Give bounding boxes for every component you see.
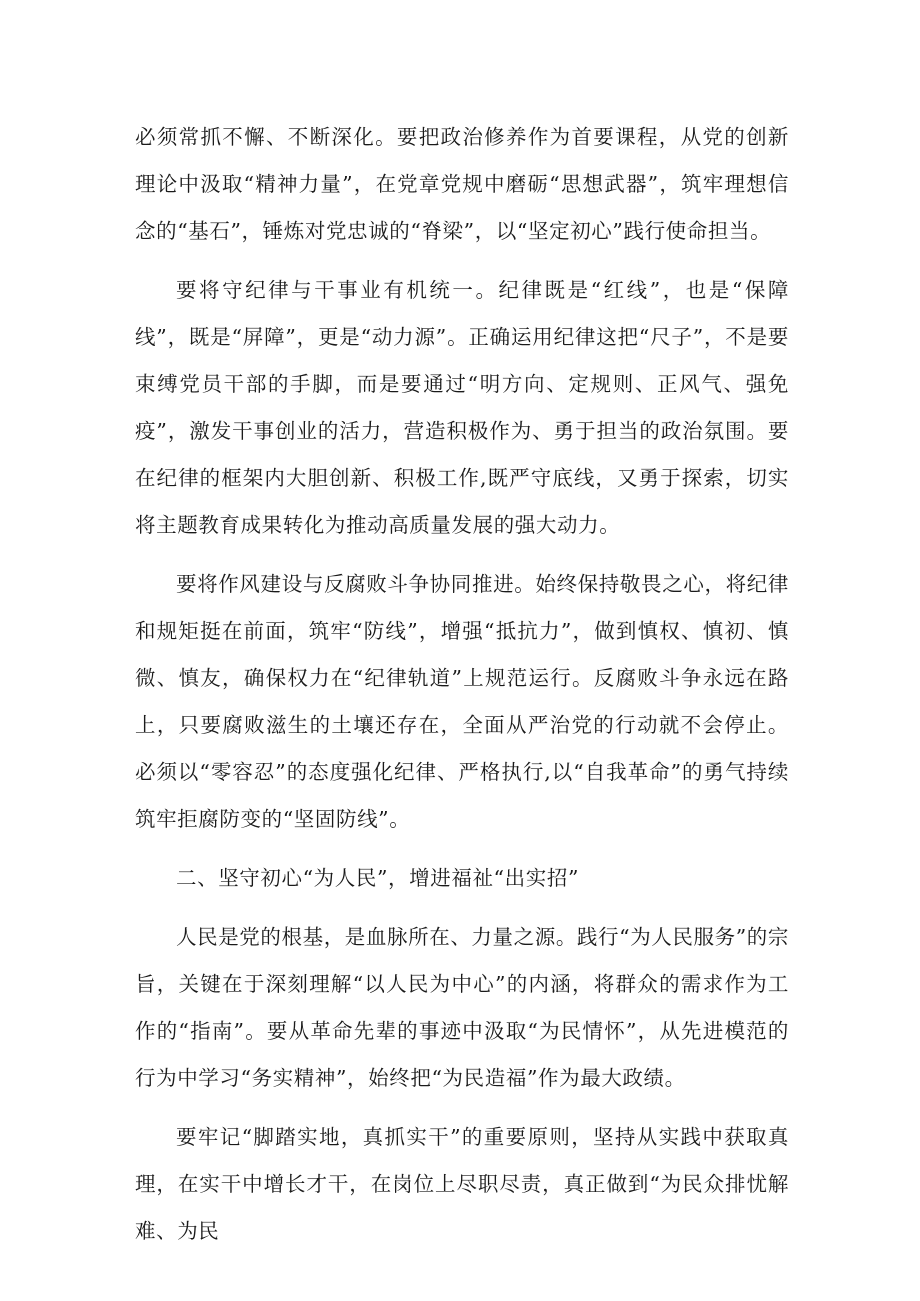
paragraph-practical-work: 要牢记“脚踏实地，真抓实干”的重要原则，坚持从实践中获取真理，在实干中增长才干，在岗位上尽职尽责，真正做到“为民众排忧解难、为民 <box>135 1125 789 1243</box>
paragraph-people-foundation: 人民是党的根基，是血脉所在、力量之源。践行“为人民服务”的宗旨，关键在于深刻理解“以人民为中心”的内涵，将群众的需求作为工作的“指南”。要从革命先辈的事迹中汲取“为民情怀”，从先进模范的行为中学习“务实精神”，始终把“为民造福”作为最大政绩。 <box>135 925 789 1090</box>
paragraph-anti-corruption: 要将作风建设与反腐败斗争协同推进。始终保持敬畏之心，将纪律和规矩挺在前面，筑牢“防线”，增强“抵抗力”，做到慎权、慎初、慎微、慎友，确保权力在“纪律轨道”上规范运行。反腐败斗争永远在路上，只要腐败滋生的土壤还存在，全面从严治党的行动就不会停止。必须以“零容忍”的态度强化纪律、严格执行,以“自我革命”的勇气持续筑牢拒腐防变的“坚固防线”。 <box>135 572 789 831</box>
section-heading: 二、坚守初心“为人民”，增进福祉“出实招” <box>176 866 580 890</box>
paragraph-discipline-and-work: 要将守纪律与干事业有机统一。纪律既是“红线”，也是“保障线”，既是“屏障”，更是“动力源”。正确运用纪律这把“尺子”，不是要束缚党员干部的手脚，而是要通过“明方向、定规则、正风气、强免疫”，激发干事创业的活力，营造积极作为、勇于担当的政治氛围。要在纪律的框架内大胆创新、积极工作,既严守底线，又勇于探索，切实将主题教育成果转化为推动高质量发展的强大动力。 <box>135 278 789 537</box>
document-body <box>135 114 789 1267</box>
paragraph-continuation: 必须常抓不懈、不断深化。要把政治修养作为首要课程，从党的创新理论中汲取“精神力量”，在党章党规中磨砺“思想武器”，筑牢理想信念的“基石”，锤炼对党忠诚的“脊梁”，以“坚定初心”践行使命担当。 <box>135 125 789 243</box>
